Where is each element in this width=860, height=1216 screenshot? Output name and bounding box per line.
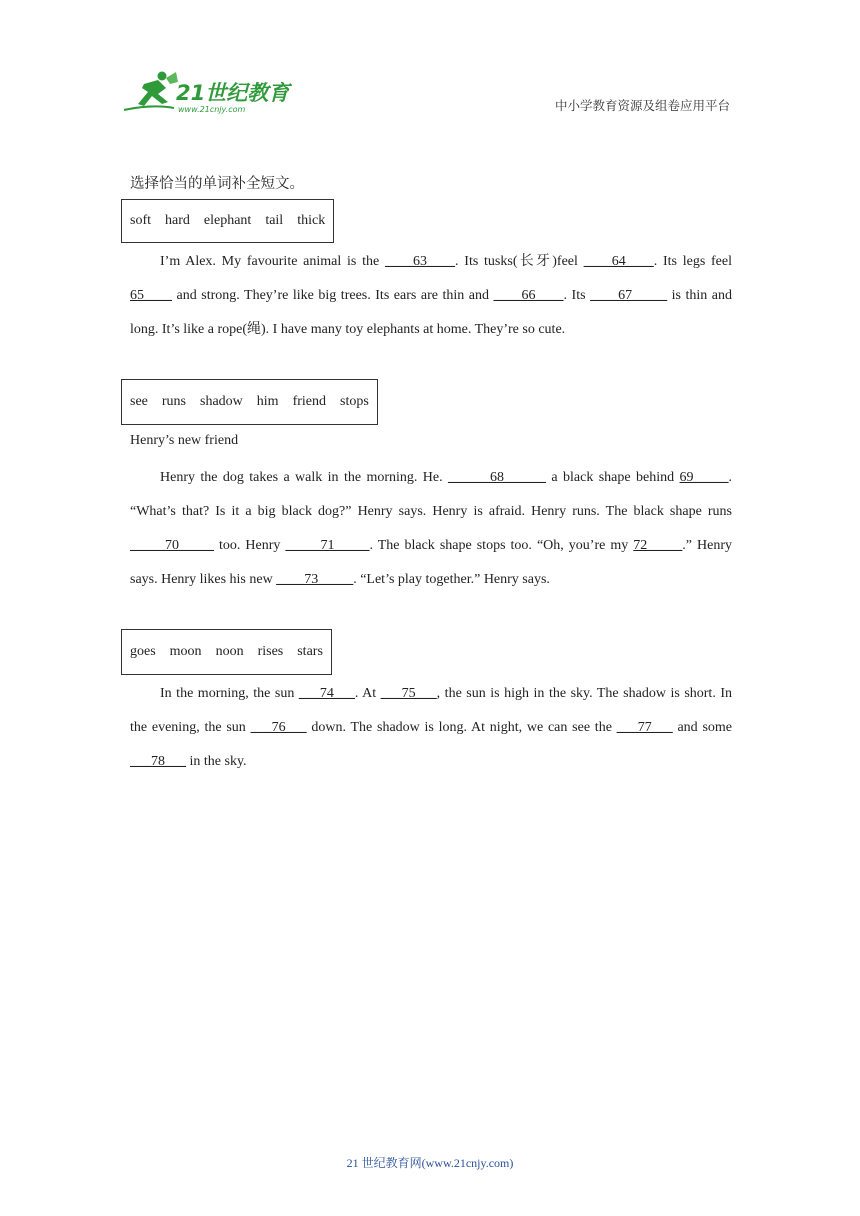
word-option: friend — [292, 394, 327, 409]
blank-63[interactable]: ____63____ — [385, 254, 456, 269]
passage-3: In the morning, the sun ___74___. At ___75___, the sun is high in the sky. The shadow is short. In the evening, the sun ___76___ down. The shadow is long. At night, we can see the ___77___ and some ___78___ in the sky. — [130, 686, 732, 769]
footer-link[interactable]: 21 世纪教育网(www.21cnjy.com) — [346, 1156, 514, 1170]
runner-logo-icon — [122, 70, 292, 116]
word-option: rises — [257, 644, 284, 659]
word-option: hard — [165, 213, 190, 228]
passage-1: I’m Alex. My favourite animal is the ____63____. Its tusks(长牙)feel ____64____. Its legs feel 65____ and strong. They’re like big trees. Its ears are thin and ____66____. Its ____67_____ is thin and long. It’s like a rope(绳). I have many toy elephants at home. They’re so cute. — [130, 254, 733, 337]
blank-68[interactable]: ______68______ — [448, 470, 547, 485]
blank-64[interactable]: ____64____ — [583, 254, 654, 269]
word-option: runs — [161, 394, 187, 409]
instruction-text: 选择恰当的单词补全短文。 — [130, 176, 304, 192]
word-option: thick — [297, 213, 326, 228]
blank-69[interactable]: 69_____ — [679, 470, 729, 485]
blank-66[interactable]: ____66____ — [493, 288, 564, 303]
blank-75[interactable]: ___75___ — [380, 686, 437, 701]
blank-78[interactable]: ___78___ — [130, 754, 186, 769]
word-option: shadow — [200, 394, 243, 409]
blank-70[interactable]: _____70_____ — [130, 538, 214, 553]
word-option: stars — [297, 644, 323, 659]
blank-77[interactable]: ___77___ — [616, 720, 673, 735]
word-option: see — [130, 394, 148, 409]
word-bank-1 — [121, 199, 334, 243]
blank-65[interactable]: 65____ — [130, 288, 172, 303]
word-option: moon — [169, 644, 202, 659]
blank-72[interactable]: 72_____ — [633, 538, 683, 553]
word-option: tail — [265, 213, 284, 228]
word-option: goes — [130, 644, 156, 659]
blank-67[interactable]: ____67_____ — [590, 288, 668, 303]
passage-2: Henry the dog takes a walk in the morning. He. ______68______ a black shape behind 69_____. “What’s that? Is it a big black dog?” Henry says. Henry is afraid. Henry runs. The black shape runs _____70_____ too. Henry _____71_____. The black shape stops too. “Oh, you’re my 72_____.” Henry says. Henry likes his new ____73_____. “Let’s play together.” Henry says. — [130, 470, 733, 587]
svg-text:21世纪教育: 21世纪教育 — [176, 81, 290, 105]
word-option: noon — [215, 644, 244, 659]
svg-text:www.21cnjy.com: www.21cnjy.com — [178, 105, 246, 114]
header-platform-text: 中小学教育资源及组卷应用平台 — [554, 99, 730, 113]
word-option: elephant — [203, 213, 252, 228]
word-option: soft — [130, 213, 151, 228]
blank-76[interactable]: ___76___ — [250, 720, 307, 735]
word-option: him — [256, 394, 279, 409]
blank-73[interactable]: ____73_____ — [276, 572, 354, 587]
passage-2-title: Henry’s new friend — [130, 433, 239, 448]
word-option: stops — [340, 394, 369, 409]
blank-74[interactable]: ___74___ — [298, 686, 355, 701]
word-bank-3 — [121, 629, 332, 675]
word-bank-2 — [121, 379, 378, 425]
site-logo — [122, 70, 292, 116]
blank-71[interactable]: _____71_____ — [285, 538, 370, 553]
